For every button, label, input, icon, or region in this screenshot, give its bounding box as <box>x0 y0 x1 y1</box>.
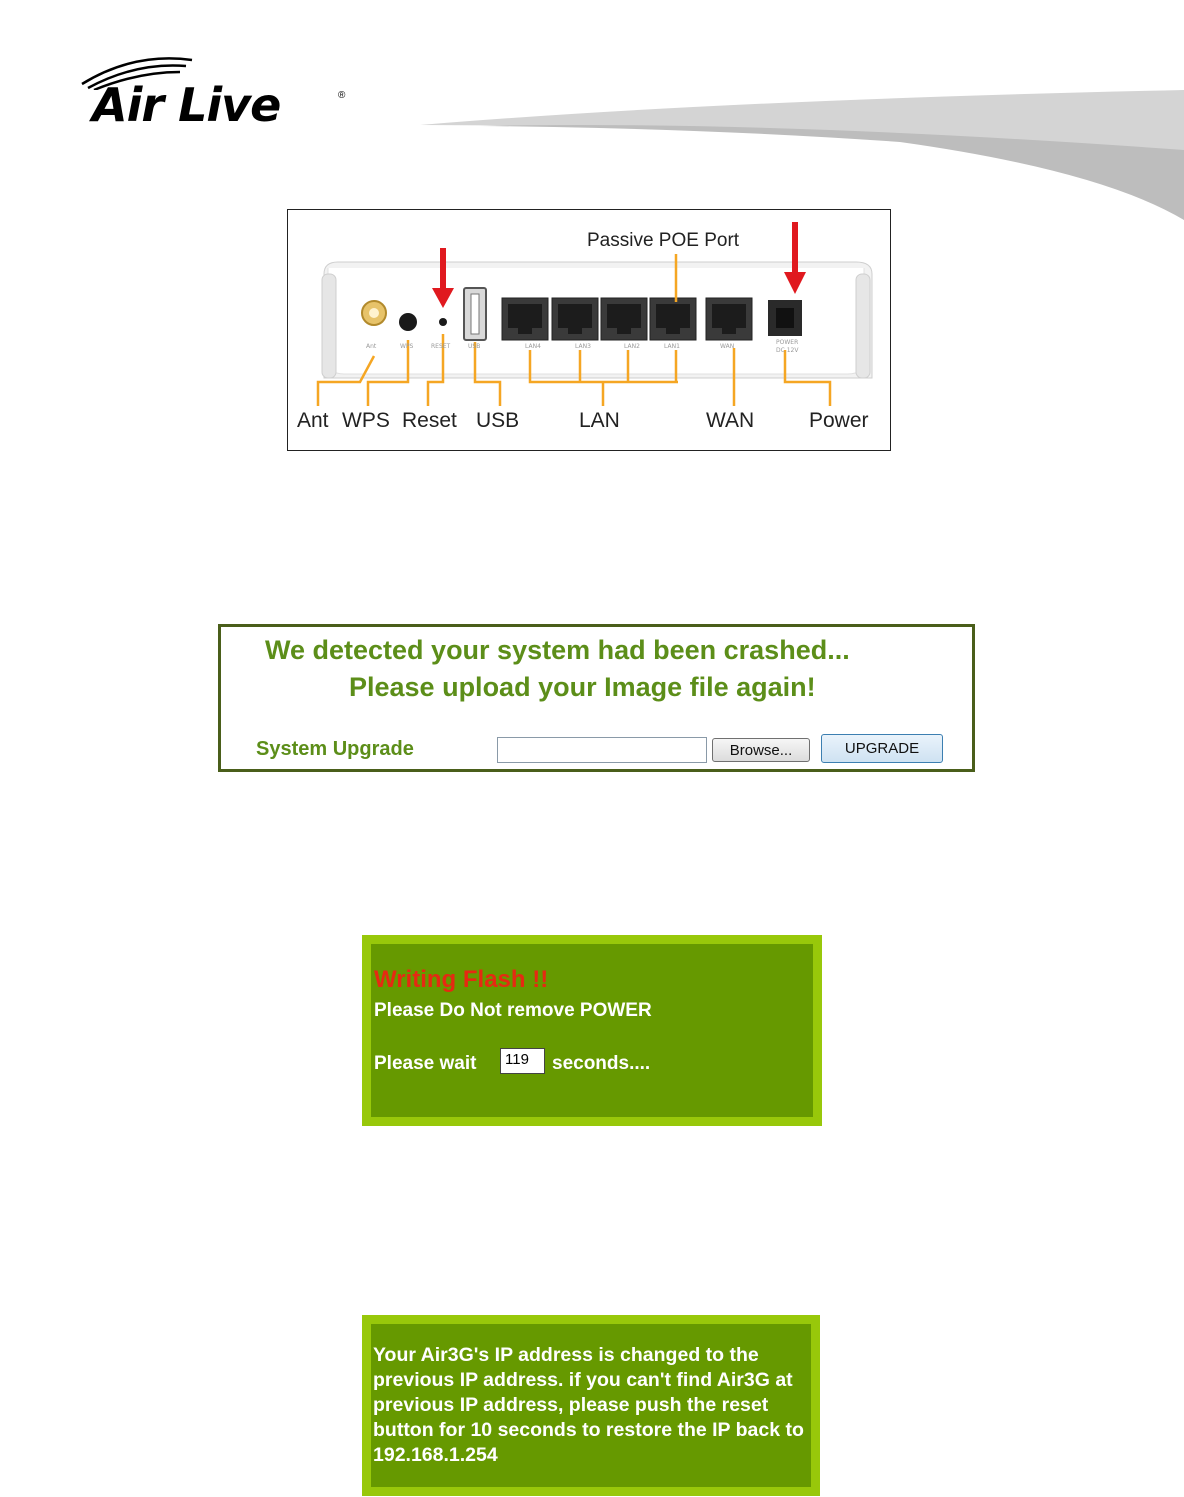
seconds-text: seconds.... <box>552 1053 651 1074</box>
reset-hole <box>439 318 447 326</box>
usb-label: USB <box>476 409 520 432</box>
wps-label: WPS <box>342 409 390 432</box>
right-fin <box>856 274 870 378</box>
header-swoosh <box>420 80 1184 230</box>
writing-flash-panel <box>362 935 822 1126</box>
panel-mark-wps: WPS <box>400 343 414 350</box>
panel-mark-lan3: LAN3 <box>575 343 591 350</box>
left-fin <box>322 274 336 378</box>
ip-notice-inner <box>371 1324 811 1487</box>
wan-label: WAN <box>706 409 755 432</box>
panel-mark-usb: USB <box>468 343 481 350</box>
ip-notice-message: Your Air3G's IP address is changed to the previous IP address. if you can't find Air3G at previous IP address, please push the reset button for 10 seconds to restore the IP back to 192.168.1.254 <box>373 1344 804 1466</box>
panel-mark-wan: WAN <box>720 343 735 350</box>
ethernet-ports <box>502 298 752 340</box>
writing-flash-title: Writing Flash !! <box>374 966 549 993</box>
panel-mark-reset: RESET <box>431 343 451 350</box>
crash-message-line1: We detected your system had been crashed... <box>265 635 850 665</box>
system-crash-panel <box>218 624 975 772</box>
writing-flash-inner <box>371 944 813 1117</box>
registered-mark: ® <box>338 90 346 101</box>
passive-poe-port-label: Passive POE Port <box>587 230 740 251</box>
lan-label: LAN <box>579 409 620 432</box>
firmware-file-field[interactable] <box>497 737 707 763</box>
countdown-seconds-field: 119 <box>500 1048 545 1074</box>
panel-mark-lan4: LAN4 <box>525 343 541 350</box>
router-back-panel-figure <box>287 209 891 451</box>
please-wait-text: Please wait <box>374 1053 477 1074</box>
system-upgrade-label: System Upgrade <box>256 738 414 760</box>
reset-label: Reset <box>402 409 457 432</box>
crash-message-line2: Please upload your Image file again! <box>349 672 816 702</box>
wps-button <box>399 313 417 331</box>
panel-mark-lan2: LAN2 <box>624 343 640 350</box>
ant-label: Ant <box>297 409 329 432</box>
do-not-remove-power-text: Please Do Not remove POWER <box>374 1000 652 1021</box>
panel-mark-dc-12v: DC 12V <box>776 347 799 354</box>
panel-mark-ant: Ant <box>366 343 377 350</box>
upgrade-button[interactable]: UPGRADE <box>821 734 943 763</box>
panel-mark-lan1: LAN1 <box>664 343 680 350</box>
power-label: Power <box>809 409 869 432</box>
logo-wordmark: Air Live <box>92 78 281 132</box>
panel-mark-power: POWER <box>776 339 799 346</box>
ip-notice-panel <box>362 1315 820 1496</box>
browse-button[interactable]: Browse... <box>712 738 810 762</box>
airlive-logo <box>74 50 364 140</box>
